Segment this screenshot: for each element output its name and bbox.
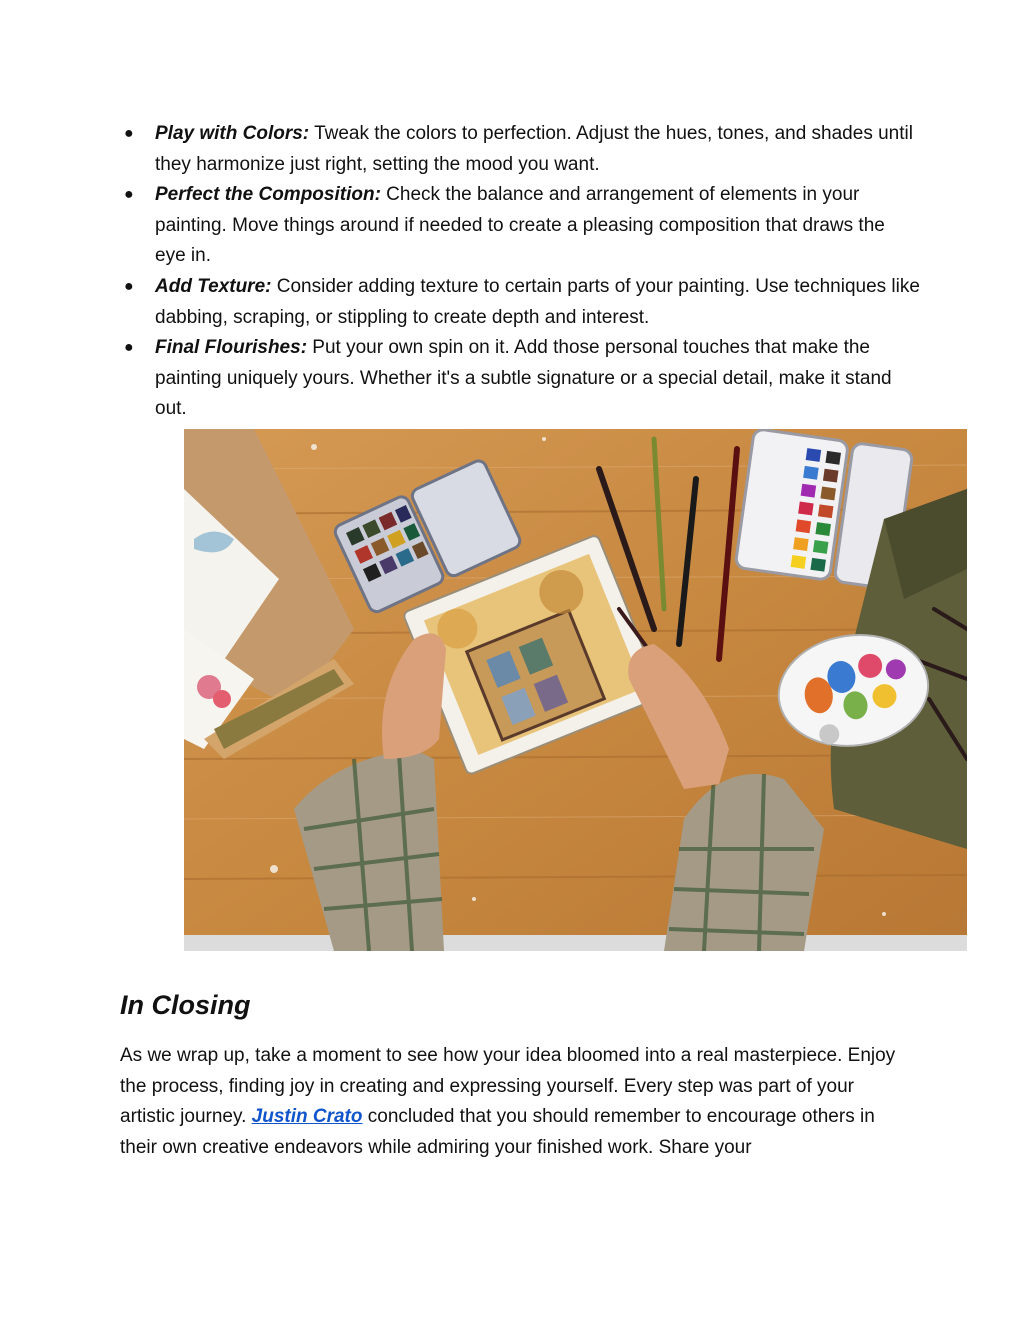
closing-text-before: As we wrap up, take a moment to see how your idea bloomed into a real masterpiece. Enjoy the process, finding joy in creating and expressing yourself. Every step was part of your artistic journey. — [120, 1045, 896, 1128]
list-item-text: Put your own spin on it. Add those personal touches that make the painting uniquely yours. Whether it's a subtle signature or a special detail, make it stand out. — [155, 337, 892, 420]
bullet-icon: ● — [124, 125, 134, 142]
list-item — [120, 180, 920, 272]
tips-list — [120, 119, 920, 425]
section-heading: In Closing — [120, 990, 251, 1020]
list-item-term: Perfect the Composition: — [155, 184, 381, 206]
list-item-text: Check the balance and arrangement of elements in your painting. Move things around if needed to create a pleasing composition that draws the eye in. — [155, 184, 885, 267]
list-item — [120, 333, 920, 425]
closing-text-after: concluded that you should remember to encourage others in their own creative endeavors while admiring your finished work. Share your — [120, 1106, 875, 1158]
painting-photo — [184, 429, 967, 951]
list-item-term: Add Texture: — [155, 275, 272, 297]
bullet-icon: ● — [124, 186, 134, 204]
list-item-term: Play with Colors: — [155, 123, 310, 144]
list-item-text: Tweak the colors to perfection. Adjust the hues, tones, and shades until they harmonize just right, setting the mood you want. — [155, 123, 913, 175]
bullet-icon: ● — [124, 339, 134, 357]
closing-paragraph — [120, 1041, 910, 1163]
list-item — [120, 119, 920, 180]
list-item — [120, 272, 920, 333]
author-link[interactable]: Justin Crato — [251, 1106, 363, 1128]
list-item-text: Consider adding texture to certain parts of your painting. Use techniques like dabbing, scraping, or stippling to create depth and interest. — [155, 275, 920, 328]
list-item-term: Final Flourishes: — [155, 337, 308, 359]
bullet-icon: ● — [124, 277, 134, 295]
